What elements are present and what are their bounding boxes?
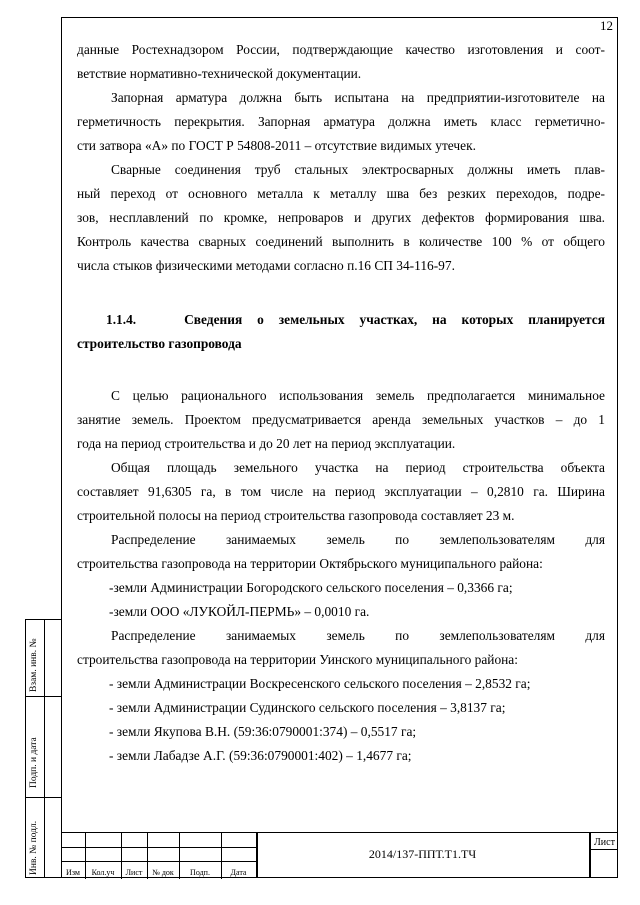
text-line: герметичность перекрытия. Запорная арматура должна иметь класс герметично-	[77, 114, 605, 129]
text-line: занятие земель. Проектом предусматривается аренда земельных участков – до 1	[77, 412, 605, 427]
text-line: Запорная арматура должна быть испытана на предприятии-изготовителе на	[111, 90, 605, 105]
revision-table	[61, 833, 256, 879]
section-title-line: Сведения о земельных участках, на которых планируется	[184, 312, 605, 327]
text-line: строительной полосы на период строительства газопровода составляет 23 м.	[77, 508, 515, 523]
list-item: -земли ООО «ЛУКОЙЛ-ПЕРМЬ» – 0,0010 га.	[109, 604, 370, 619]
col-header: Дата	[230, 868, 247, 877]
text-line: Сварные соединения труб стальных электросварных должны иметь плав-	[111, 162, 605, 177]
text-line: строительства газопровода на территории Октябрьского муниципального района:	[77, 556, 543, 571]
text-line: составляет 91,6305 га, в том числе на период эксплуатации – 0,2810 га. Ширина	[77, 484, 605, 499]
side-label-sign-date: Подп. и дата	[29, 737, 39, 788]
list-item: -земли Администрации Богородского сельского поселения – 0,3366 га;	[109, 580, 513, 595]
text-line: сти затвора «А» по ГОСТ Р 54808-2011 – отсутствие видимых утечек.	[77, 138, 476, 153]
text-line: года на период строительства и до 20 лет на период эксплуатации.	[77, 436, 456, 451]
text-line: Контроль качества сварных соединений выполнить в количестве 100 % от общего	[77, 234, 605, 249]
section-title-line: строительство газопровода	[77, 336, 242, 351]
title-block	[61, 832, 618, 878]
text-line: ветствие нормативно-технической документации.	[77, 66, 362, 81]
text-line: зов, несплавлений по кромке, непроваров и других дефектов формирования шва.	[77, 210, 605, 225]
col-header: Кол.уч	[91, 868, 115, 877]
col-header: Изм	[66, 868, 80, 877]
text-line: числа стыков физическими методами согласно п.16 СП 34-116-97.	[77, 258, 455, 273]
document-code: 2014/137-ППТ.Т1.ТЧ	[368, 847, 477, 861]
text-line: С целью рационального использования земель предполагается минимальное	[111, 388, 605, 403]
section-heading	[77, 308, 605, 332]
text-line: ный переход от основного металла к металлу шва без резких переходов, подре-	[77, 186, 605, 201]
section-number: 1.1.4.	[106, 312, 137, 327]
list-item: - земли Лабадзе А.Г. (59:36:0790001:402) – 1,4677 га;	[109, 748, 412, 763]
side-strip	[25, 619, 61, 878]
side-label-inv-original: Инв. № подл.	[29, 820, 39, 875]
col-header: № док	[152, 868, 174, 877]
list-item: - земли Якупова В.Н. (59:36:0790001:374) – 0,5517 га;	[109, 724, 417, 739]
sheet-label: Лист	[594, 837, 615, 848]
list-item: - земли Администрации Воскресенского сельского поселения – 2,8532 га;	[109, 676, 531, 691]
list-item: - земли Администрации Судинского сельского поселения – 3,8137 га;	[109, 700, 506, 715]
text-line: данные Ростехнадзором России, подтверждающие качество изготовления и соот-	[77, 42, 605, 57]
text-line: строительства газопровода на территории Уинского муниципального района:	[77, 652, 518, 667]
text-line: Общая площадь земельного участка на период строительства объекта	[111, 460, 605, 475]
text-line: Распределение занимаемых земель по землепользователям для	[111, 532, 605, 547]
document-body	[77, 38, 605, 768]
text-line: Распределение занимаемых земель по землепользователям для	[111, 628, 605, 643]
page-number: 12	[600, 18, 613, 33]
col-header: Подп.	[190, 868, 210, 877]
col-header: Лист	[125, 868, 143, 877]
side-label-inv-replace: Взам. инв. №	[29, 638, 39, 692]
